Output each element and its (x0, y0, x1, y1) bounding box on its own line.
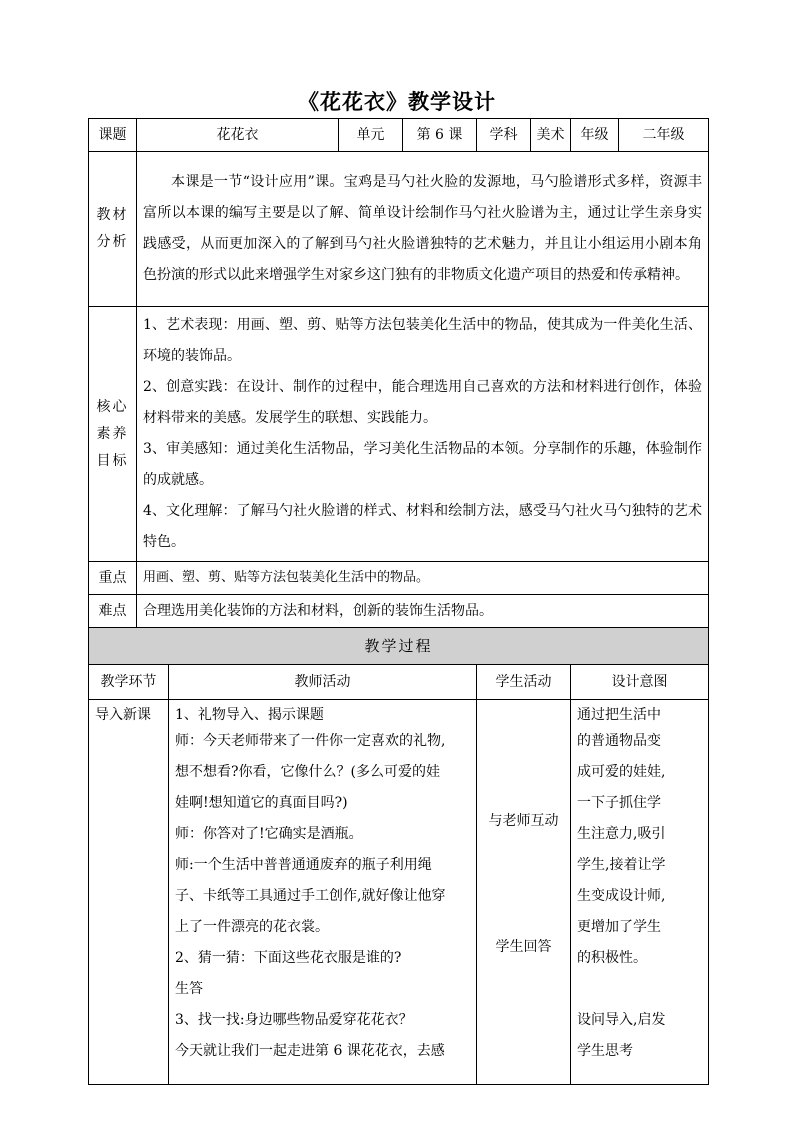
lesson-plan-table-wrapper (88, 118, 708, 1085)
goal-4: 4、文化理解：了解马勺社火脸谱的样式、材料和绘制方法，感受马勺社火马勺独特的艺术特色。 (143, 503, 702, 550)
intent-line: 生注意力,吸引 (577, 826, 666, 842)
goals-row (89, 307, 709, 562)
intent-line: 的积极性。 (577, 950, 647, 966)
analysis-label-line2: 分析 (96, 234, 129, 250)
teacher-line: 娃啊!想知道它的真面目吗?) (175, 795, 348, 811)
teacher-line: 子、卡纸等工具通过手工创作,就好像让他穿 (175, 888, 446, 904)
topic-label: 课题 (89, 119, 137, 152)
unit-label: 单元 (339, 119, 403, 152)
teacher-line: 2、猜一猜：下面这些花衣服是谁的? (175, 950, 402, 966)
intent-line: 学生思考 (577, 1043, 633, 1059)
analysis-row (89, 152, 709, 307)
key-point-text: 用画、塑、剪、贴等方法包装美化生活中的物品。 (137, 562, 709, 595)
goal-3: 3、审美感知：通过美化生活物品，学习美化生活物品的本领。分享制作的乐趣，体验制作的成就感。 (143, 441, 702, 488)
intent-line: 更增加了学生 (577, 919, 661, 935)
key-point-label: 重点 (89, 562, 137, 595)
grade-value: 二年级 (619, 119, 709, 152)
teacher-line: 1、礼物导入、揭示课题 (175, 707, 324, 723)
intent-line: 生变成设计师, (577, 888, 666, 904)
process-banner: 教学过程 (89, 628, 709, 665)
col-stage-header: 教学环节 (89, 665, 169, 700)
teacher-line: 师:一个生活中普普通通废弃的瓶子利用绳 (175, 857, 432, 873)
col-student-header: 学生活动 (477, 665, 571, 700)
student-activity-2: 学生回答 (495, 939, 552, 955)
key-point-row (89, 562, 709, 595)
goal-2: 2、创意实践：在设计、制作的过程中，能合理选用自己喜欢的方法和材料进行创作，体验材料带来的美感。发展学生的联想、实践能力。 (143, 379, 702, 426)
teacher-line: 师：你答对了!它确实是酒瓶。 (175, 826, 363, 842)
process-row-intro (89, 700, 709, 1085)
col-teacher-header: 教师活动 (169, 665, 477, 700)
teacher-line: 想不想看?你看，它像什么？(多么可爱的娃 (175, 764, 440, 780)
teacher-line: 生答 (175, 981, 203, 997)
intent-line: 成可爱的娃娃, (577, 764, 666, 780)
document-title: 《花花衣》教学设计 (298, 89, 496, 114)
analysis-text: 本课是一节“设计应用”课。宝鸡是马勺社火脸的发源地，马勺脸谱形式多样，资源丰富所以本课的编写主要是以了解、简单设计绘制作马勺社火脸谱为主，通过让学生亲身实践感受，从而更加深入的了解到马勺社火脸谱独特的艺术魅力，并且让小组运用小剧本角色扮演的形式以此来增强学生对家乡这门独有的非物质文化遗产项目的热爱和传承精神。 (143, 174, 702, 283)
intent-line: 学生,接着让学 (577, 857, 666, 873)
intent-line: 的普通物品变 (577, 733, 661, 749)
stage-cell (89, 700, 169, 1085)
teacher-line: 3、找一找:身边哪些物品爱穿花花衣？ (175, 1012, 413, 1028)
teacher-line: 上了一件漂亮的花衣裳。 (175, 919, 329, 935)
goals-label-line1: 核心 (96, 398, 129, 415)
goals-label-line3: 目标 (96, 452, 129, 469)
subject-label: 学科 (477, 119, 531, 152)
intent-line: 设问导入,启发 (577, 1012, 666, 1028)
goals-text-cell (137, 307, 709, 562)
process-banner-row (89, 628, 709, 665)
grade-label: 年级 (571, 119, 619, 152)
goal-1: 1、艺术表现：用画、塑、剪、贴等方法包装美化生活中的物品，使其成为一件美化生活、环境的装饰品。 (143, 317, 702, 364)
subject-value: 美术 (531, 119, 571, 152)
col-intent-header: 设计意图 (571, 665, 709, 700)
lesson-plan-table (88, 118, 709, 1085)
difficulty-row (89, 595, 709, 628)
analysis-label (89, 152, 137, 307)
student-activity-cell (477, 700, 571, 1085)
teacher-line: 今天就让我们一起走进第 6 课花花衣，去感 (175, 1043, 445, 1059)
design-intent-cell (571, 700, 709, 1085)
teacher-line: 师：今天老师带来了一件你一定喜欢的礼物, (175, 733, 446, 749)
student-activity-1: 与老师互动 (488, 813, 559, 829)
stage-label: 导入新课 (95, 707, 151, 723)
intent-line: 一下子抓住学 (577, 795, 661, 811)
intent-line (577, 974, 702, 1005)
analysis-label-line1: 教材 (96, 207, 129, 223)
header-row (89, 119, 709, 152)
intent-line: 通过把生活中 (577, 707, 661, 723)
topic-value: 花花衣 (137, 119, 339, 152)
unit-value: 第 6 课 (403, 119, 477, 152)
difficulty-label: 难点 (89, 595, 137, 628)
goals-label (89, 307, 137, 562)
analysis-text-cell (137, 152, 709, 307)
teacher-activity-cell (169, 700, 477, 1085)
difficulty-text: 合理选用美化装饰的方法和材料，创新的装饰生活物品。 (137, 595, 709, 628)
goals-label-line2: 素养 (96, 425, 129, 442)
process-header-row (89, 665, 709, 700)
